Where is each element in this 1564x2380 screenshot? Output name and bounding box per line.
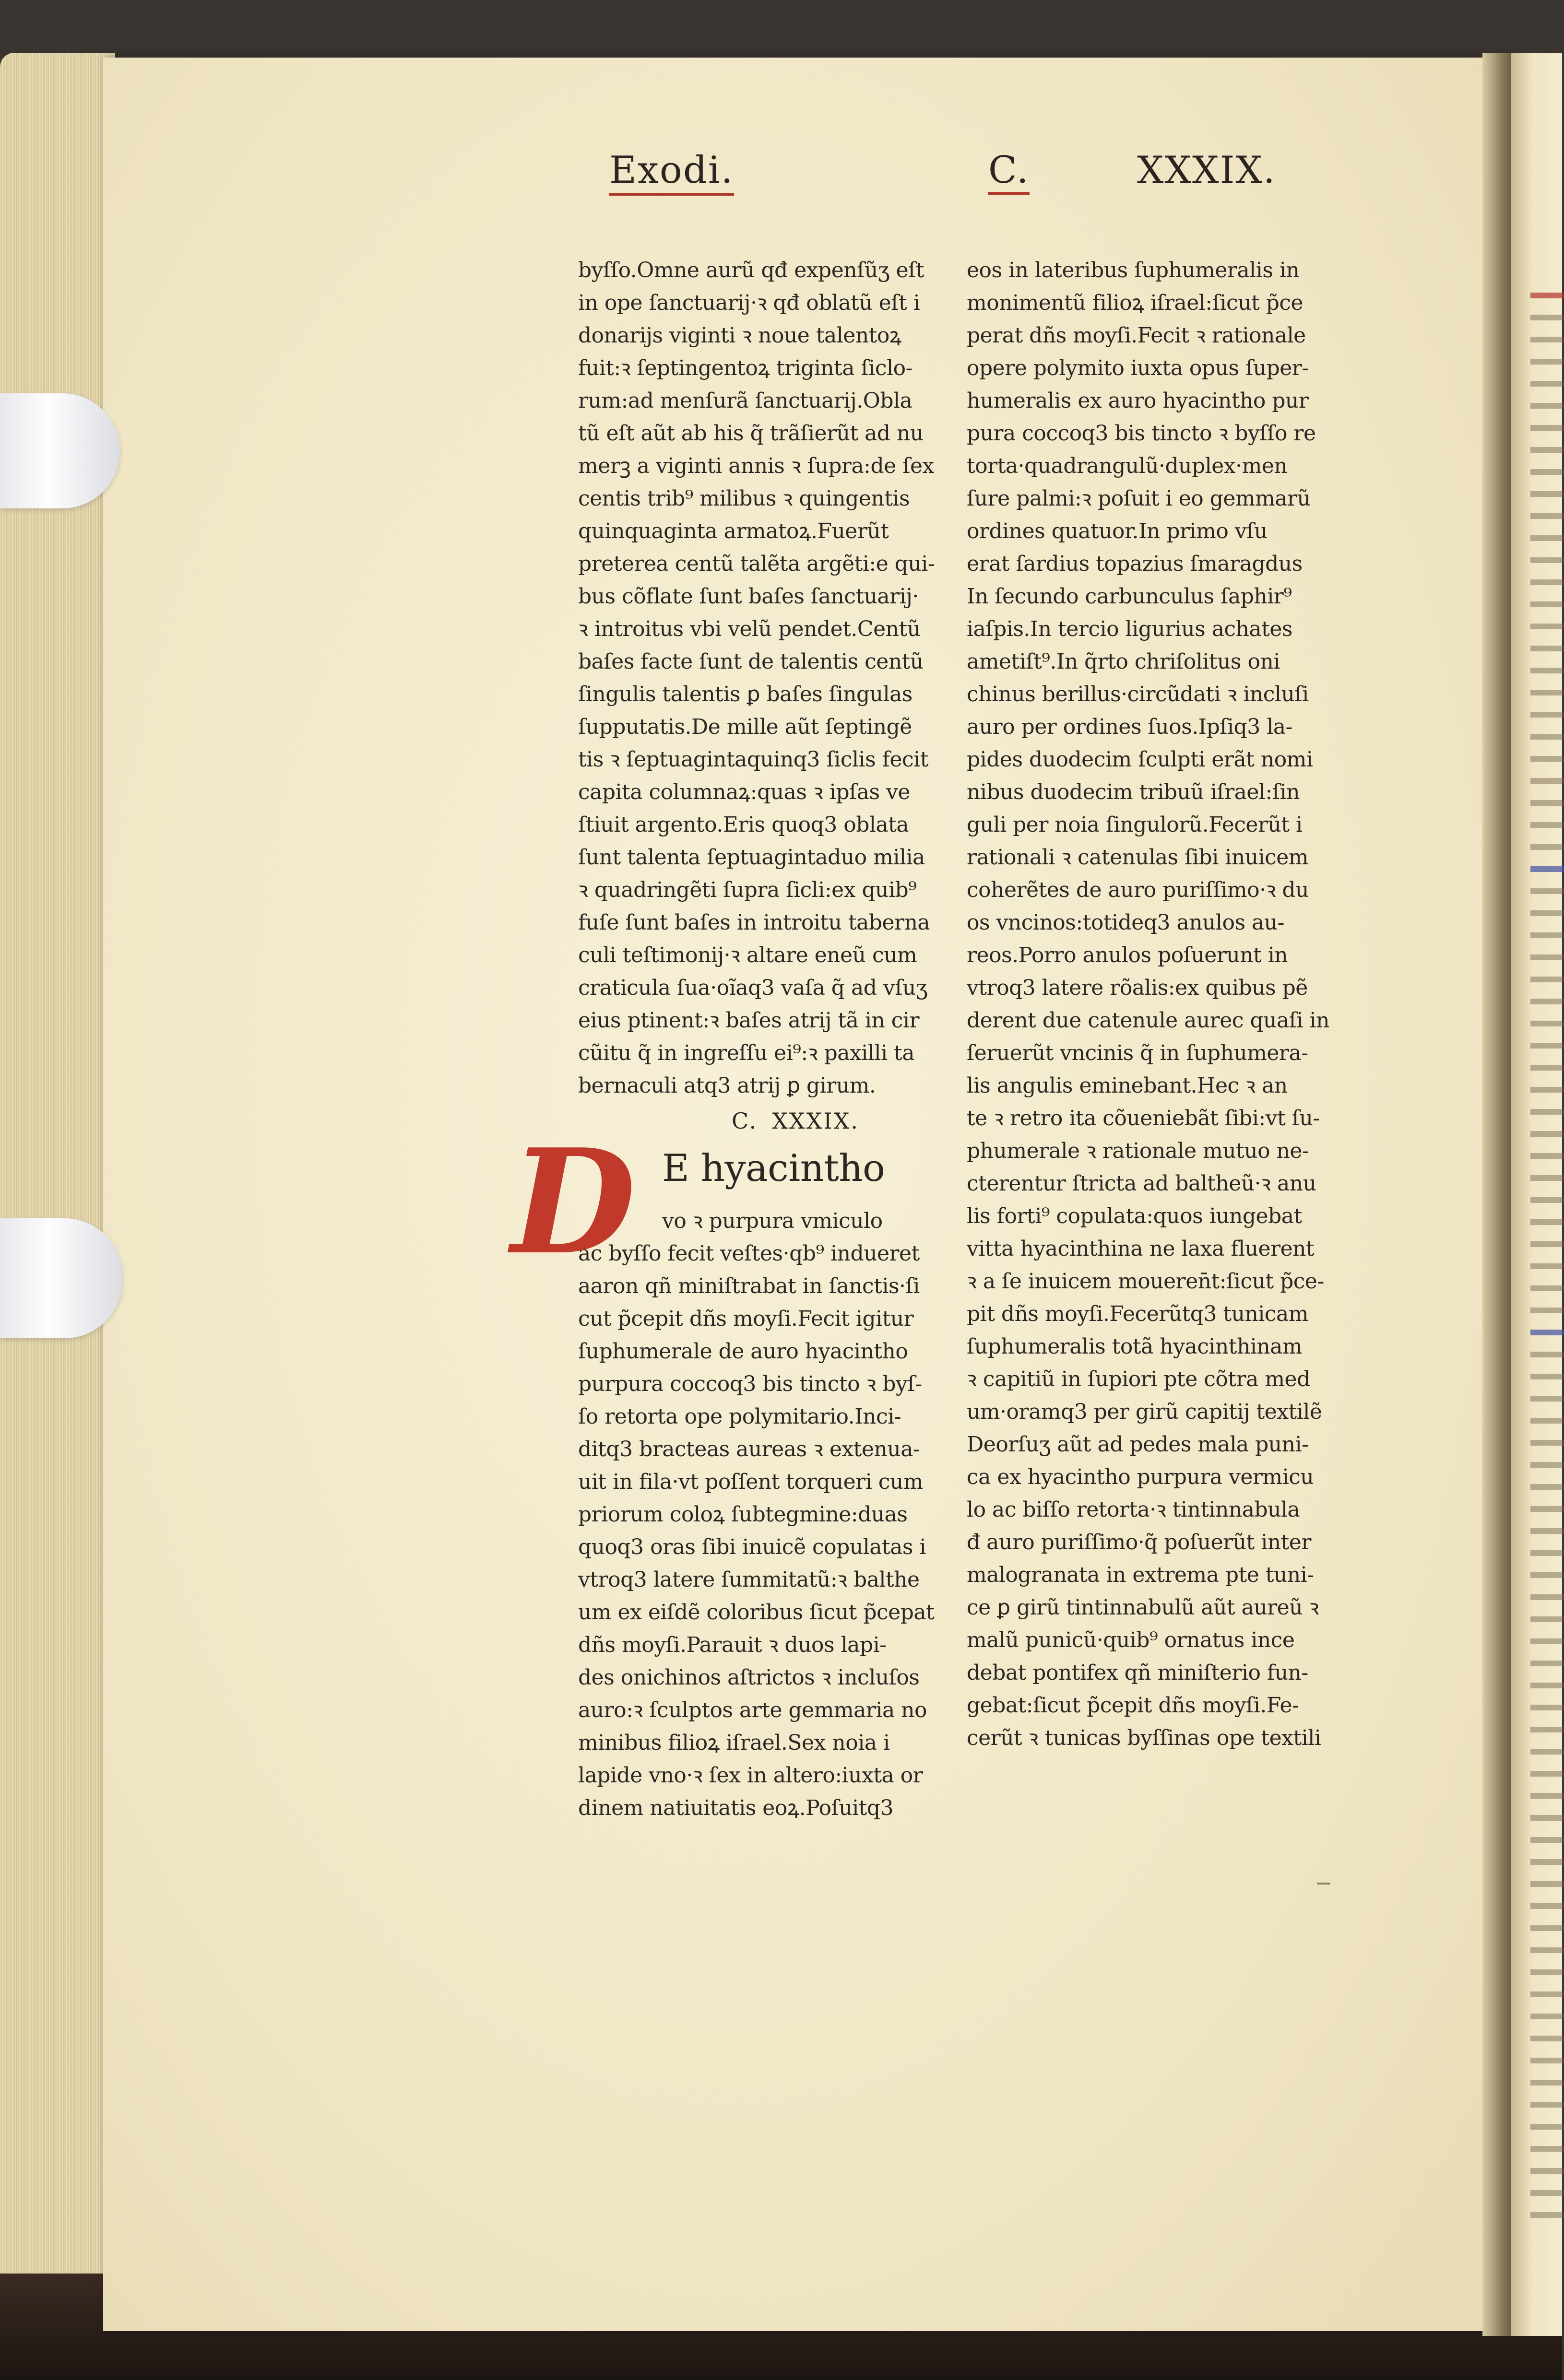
text-line: malogranata in extrema pte tuni- <box>967 1563 1314 1587</box>
left-column-chapter-text <box>578 1205 935 1825</box>
text-line: culi teſtimonij·ꝛ altare eneũ cum <box>578 943 917 967</box>
glove-finger-lower <box>0 1218 122 1338</box>
text-line: centis trib⁹ milibus ꝛ quingentis <box>578 486 910 511</box>
text-line: đ auro puriſſimo·q̃ poſuerũt inter <box>967 1530 1311 1555</box>
text-line: vtroq3 latere ſummitatũ:ꝛ balthe <box>578 1567 920 1592</box>
text-line: coherẽtes de auro puriſſimo·ꝛ du <box>967 878 1309 902</box>
text-line: ſupputatis.De mille aũt ſeptingẽ <box>578 715 912 739</box>
text-line: humeralis ex auro hyacintho pur <box>967 389 1309 413</box>
text-line: gebat:ſicut p̃cepit dñs moyſi.Fe- <box>967 1693 1299 1718</box>
running-head-c <box>988 149 1030 197</box>
text-line: quinquaginta armatoꝝ.Fuerũt <box>578 519 889 543</box>
text-line: perat dñs moyſi.Fecit ꝛ rationale <box>967 323 1306 348</box>
text-line: ſure palmi:ꝛ poſuit i eo gemmarũ <box>967 486 1311 511</box>
text-line: te ꝛ retro ita cõueniebãt ſibi:vt ſu- <box>967 1106 1320 1131</box>
text-line: cterentur ſtricta ad baltheũ·ꝛ anu <box>967 1171 1316 1196</box>
glove-finger-upper <box>0 393 120 508</box>
left-column-top-text <box>578 254 935 1102</box>
text-line: purpura coccoq3 bis tincto ꝛ byſ- <box>578 1372 922 1396</box>
text-line: minibus filioꝝ iſrael.Sex noia i <box>578 1731 890 1755</box>
text-line: ſingulis talentis ꝑ baſes ſingulas <box>578 682 912 707</box>
text-line: capita columnaꝝ:quas ꝛ ipſas ve <box>578 780 910 804</box>
text-line: um·oramq3 per girũ capitij textilẽ <box>967 1400 1322 1424</box>
text-line: dñs moyſi.Parauit ꝛ duos lapi- <box>578 1633 887 1657</box>
text-line: debat pontifex qñ miniſterio fun- <box>967 1661 1308 1685</box>
text-line: ce ꝑ girũ tintinnabulũ aũt aureũ ꝛ <box>967 1595 1319 1620</box>
text-line: ꝛ quadringẽti ſupra ſicli:ex quib⁹ <box>578 878 917 902</box>
text-line: cerũt ꝛ tunicas byſſinas ope textili <box>967 1726 1321 1750</box>
text-line: malũ punicũ·quib⁹ ornatus ince <box>967 1628 1295 1652</box>
text-line: merꝫ a viginti annis ꝛ ſupra:de ſex <box>578 454 934 478</box>
text-line: ꝛ a ſe inuicem moueren̄t:ſicut p̃ce- <box>967 1269 1324 1294</box>
chapter-heading-c: C. <box>732 1108 758 1134</box>
text-line: chinus berillus·circũdati ꝛ incluſi <box>967 682 1309 707</box>
text-line: lis angulis eminebant.Hec ꝛ an <box>967 1073 1288 1098</box>
margin-mark <box>1317 1883 1330 1885</box>
text-line: pura coccoq3 bis tincto ꝛ byſſo re <box>967 421 1316 446</box>
text-line: phumerale ꝛ rationale mutuo ne- <box>967 1139 1309 1163</box>
text-line: pides duodecim ſculpti erãt nomi <box>967 747 1313 772</box>
text-line: ꝛ introitus vbi velũ pendet.Centũ <box>578 617 921 641</box>
text-line: ſuphumerale de auro hyacintho <box>578 1339 908 1364</box>
right-column-text <box>967 254 1329 1755</box>
text-line: des onichinos aſtrictos ꝛ incluſos <box>578 1665 920 1690</box>
text-line: ametiſt⁹.In q̃rto chriſolitus oni <box>967 649 1280 674</box>
text-line: monimentũ filioꝝ iſrael:ſicut p̃ce <box>967 291 1303 315</box>
text-line: uit in fila·vt poſſent torqueri cum <box>578 1470 923 1494</box>
text-line: vo ꝛ purpura vmiculo <box>662 1209 883 1233</box>
text-line: fuſe ſunt baſes in introitu taberna <box>578 910 930 935</box>
text-line: In ſecundo carbunculus ſaphir⁹ <box>967 584 1292 609</box>
text-line: pit dñs moyſi.Fecerũtq3 tunicam <box>967 1302 1308 1326</box>
text-line: torta·quadrangulũ·duplex·men <box>967 454 1288 478</box>
text-line: ordines quatuor.In primo vſu <box>967 519 1268 543</box>
text-line: in ope ſanctuarij·ꝛ qđ oblatũ eſt i <box>578 291 920 315</box>
text-line: um ex eiſdẽ coloribus ſicut p̃cepat <box>578 1600 935 1625</box>
text-line: ſuphumeralis totã hyacinthinam <box>967 1334 1303 1359</box>
text-line: aaron qñ miniſtrabat in ſanctis·ſi <box>578 1274 920 1298</box>
text-line: Deorſuʒ aũt ad pedes mala puni- <box>967 1432 1309 1457</box>
right-column <box>967 254 1329 1755</box>
text-line: nibus duodecim tribuũ iſrael:ſin <box>967 780 1300 804</box>
text-line: rum:ad menſurã ſanctuarij.Obla <box>578 389 912 413</box>
text-line: quoq3 oras ſibi inuicẽ copulatas i <box>578 1535 926 1559</box>
text-line: donarijs viginti ꝛ noue talentoꝝ <box>578 323 901 348</box>
text-line: fuit:ꝛ ſeptingentoꝝ triginta ſiclo- <box>578 356 912 380</box>
text-line: priorum coloꝝ ſubtegmine:duas <box>578 1502 908 1527</box>
text-line: tũ eſt aũt ab his q̃ trãſierũt ad nu <box>578 421 924 446</box>
text-line: lo ac biſſo retorta·ꝛ tintinnabula <box>967 1497 1300 1522</box>
running-head-title <box>609 149 734 197</box>
text-line: ſunt talenta ſeptuagintaduo milia <box>578 845 925 870</box>
text-line: bus cõflate ſunt baſes ſanctuarij· <box>578 584 919 609</box>
text-line: cũitu q̃ in ingreſſu ei⁹:ꝛ paxilli ta <box>578 1041 914 1065</box>
text-line: vitta hyacinthina ne laxa fluerent <box>967 1237 1315 1261</box>
text-line: tis ꝛ ſeptuagintaquinq3 ſiclis fecit <box>578 747 928 772</box>
text-line: ac byſſo fecit veſtes·qb⁹ indueret <box>578 1241 920 1266</box>
text-line: reos.Porro anulos poſuerunt in <box>967 943 1288 967</box>
text-line: craticula ſua·oĩaq3 vaſa q̃ ad vſuʒ <box>578 976 928 1000</box>
text-line: derent due catenule aurec quaſi in <box>967 1008 1329 1033</box>
chapter-heading-number: XXXIX. <box>772 1108 859 1134</box>
text-line: baſes facte ſunt de talentis centũ <box>578 649 924 674</box>
text-line: eos in lateribus ſuphumeralis in <box>967 258 1300 283</box>
text-line: erat ſardius topazius ſmaragdus <box>967 552 1303 576</box>
text-line: ca ex hyacintho purpura vermicu <box>967 1465 1314 1489</box>
text-line: byſſo.Omne aurũ qđ expenſũʒ eſt <box>578 258 924 283</box>
text-line: opere polymito iuxta opus ſuper- <box>967 356 1309 380</box>
text-line: os vncinos:totideq3 anulos au- <box>967 910 1284 935</box>
text-line: eius ptinent:ꝛ baſes atrij tã in cir <box>578 1008 919 1033</box>
text-line: iaſpis.In tercio ligurius achates <box>967 617 1292 641</box>
text-line: vtroq3 latere rõalis:ex quibus pẽ <box>967 976 1308 1000</box>
text-line: lapide vno·ꝛ ſex in altero:iuxta or <box>578 1763 923 1788</box>
text-line: preterea centũ talẽta argẽti:e qui- <box>578 552 935 576</box>
text-line: ſeruerũt vncinis q̃ in ſuphumera- <box>967 1041 1308 1065</box>
running-head-title-text: Exodi. <box>609 149 734 196</box>
text-line: guli per noia ſingulorũ.Fecerũt i <box>967 813 1303 837</box>
incipit-text: E hyacintho <box>662 1147 885 1190</box>
text-line: cut p̃cepit dñs moyſi.Fecit igitur <box>578 1307 914 1331</box>
text-line: ꝛ capitiũ in ſupiori pte cõtra med <box>967 1367 1310 1391</box>
text-line: bernaculi atq3 atrij ꝑ girum. <box>578 1073 876 1098</box>
text-line: ſo retorta ope polymitario.Inci- <box>578 1404 901 1429</box>
text-line: auro:ꝛ ſculptos arte gemmaria no <box>578 1698 927 1722</box>
text-line: rationali ꝛ catenulas ſibi inuicem <box>967 845 1309 870</box>
text-line: dinem natiuitatis eoꝝ.Poſuitq3 <box>578 1796 894 1820</box>
text-line: auro per ordines ſuos.Ipſiq3 la- <box>967 715 1292 739</box>
text-line: lis forti⁹ copulata:quos iungebat <box>967 1204 1302 1228</box>
facing-page-edge <box>1511 53 1562 2336</box>
text-line: ſtiuit argento.Eris quoq3 oblata <box>578 813 909 837</box>
running-head-chapter: XXXIX. <box>1137 149 1276 192</box>
decorated-initial: D <box>511 1117 636 1286</box>
running-head-c-text: C. <box>988 149 1030 195</box>
text-line: ditq3 bracteas aureas ꝛ extenua- <box>578 1437 920 1461</box>
left-column <box>511 254 935 1825</box>
